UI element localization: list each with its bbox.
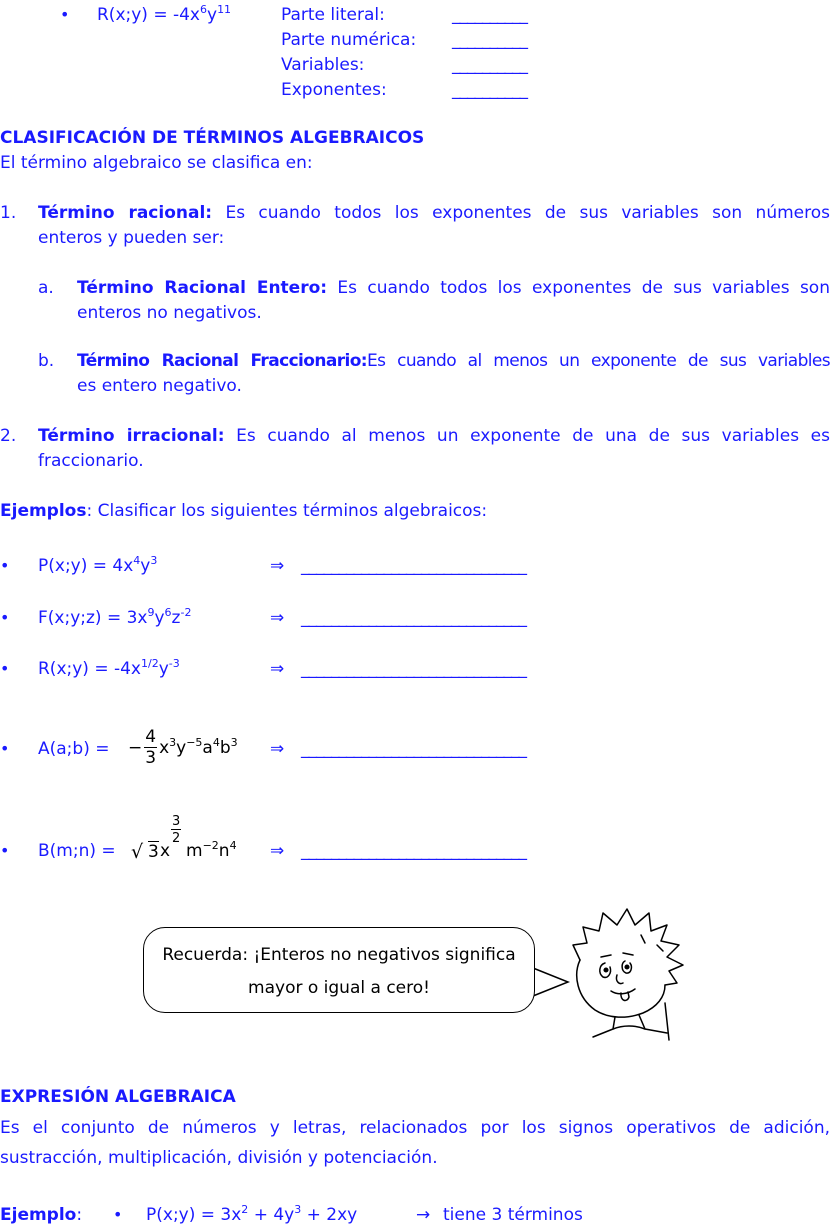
section-heading: CLASIFICACIÓN DE TÉRMINOS ALGEBRAICOS [0, 128, 425, 148]
examples-text: : Clasificar los siguientes términos algebraicos: [86, 501, 488, 521]
definition-line: Es el conjunto de números y letras, relacionados por los signos operativos de adición, [0, 1118, 830, 1138]
speech-bubble [143, 927, 535, 1013]
item-letter: b. [38, 351, 55, 371]
implies-icon: ⇒ [270, 841, 285, 861]
bullet: • [0, 841, 10, 860]
item-title: Término Racional Entero: [77, 278, 328, 298]
item-text: es entero negativo. [77, 376, 242, 396]
expression [97, 3, 232, 25]
example-result: tiene 3 términos [443, 1205, 583, 1225]
bullet: • [60, 5, 70, 24]
item-title: Término Racional Fraccionario: [77, 351, 368, 371]
bullet: • [0, 739, 10, 758]
example-term: P(x;y) = $4x^4y^3$ [38, 554, 158, 576]
item-text: Es cuando todos los exponentes de sus variables son números [212, 203, 830, 223]
examples-intro [0, 503, 487, 520]
example-lhs: B(m;n) = [38, 841, 116, 861]
example-lhs: A(a;b) = [38, 739, 110, 759]
definition-line: sustracción, multiplicación, división y potenciación. [0, 1148, 438, 1168]
row-label: Parte literal: [281, 5, 385, 25]
sqrt-icon: √ [131, 841, 144, 863]
example-term: − $\frac{4}{3}$ $x^3y^{-5}a^4b^3$ [128, 727, 238, 768]
example-label: Ejemplo: [0, 1205, 83, 1225]
boy-cartoon-icon [565, 905, 695, 1045]
exponent: 11 [217, 3, 232, 16]
fraction-exponent: 3 2 [172, 814, 181, 846]
answer-blank: ______________________________ [301, 608, 526, 628]
answer-blank: ______________________________ [301, 556, 526, 576]
variable: y [207, 5, 218, 25]
bullet: • [0, 556, 10, 575]
answer-blank: ______________________________ [301, 659, 526, 679]
bullet: • [0, 659, 10, 678]
item-line [38, 428, 830, 445]
implies-icon: ⇒ [270, 608, 285, 628]
item-text: Es cuando al menos un exponente de una de sus variables es [224, 426, 830, 446]
item-text: enteros no negativos. [77, 303, 262, 323]
item-text: Es cuando todos los exponentes de sus variables son [327, 278, 830, 298]
section-heading: EXPRESIÓN ALGEBRAICA [0, 1087, 236, 1107]
intro-text: El término algebraico se clasifica en: [0, 153, 313, 173]
item-number: 2. [0, 426, 17, 446]
exponent: 6 [200, 3, 207, 16]
examples-title: Ejemplos [0, 501, 87, 521]
note-line: mayor o igual a cero! [248, 978, 430, 998]
bullet: • [0, 608, 10, 627]
answer-blank: ______________________________ [301, 841, 526, 861]
item-title: Término irracional: [38, 426, 225, 446]
item-text: Es cuando al menos un exponente de sus variables [367, 351, 830, 371]
implies-icon: ⇒ [270, 659, 285, 679]
item-line [77, 280, 830, 297]
item-letter: a. [38, 278, 54, 298]
answer-blank: __________ [452, 80, 527, 100]
fraction: $\frac{4}{3}$ [145, 727, 157, 768]
item-text: enteros y pueden ser: [38, 228, 225, 248]
note-line: Recuerda: ¡Enteros no negativos significa [162, 945, 516, 965]
item-line [38, 205, 830, 222]
example-term: R(x;y) = $-4x^{1/2}y^{-3}$ [38, 657, 180, 679]
expression-base: R(x;y) = -4x [97, 5, 200, 25]
answer-blank: __________ [452, 55, 527, 75]
answer-blank: ______________________________ [301, 739, 526, 759]
arrow-icon: → [416, 1205, 431, 1225]
implies-icon: ⇒ [270, 739, 285, 759]
implies-icon: ⇒ [270, 556, 285, 576]
row-label: Parte numérica: [281, 30, 417, 50]
answer-blank: __________ [452, 5, 527, 25]
item-text: fraccionario. [38, 451, 144, 471]
row-label: Exponentes: [281, 80, 387, 100]
bullet: • [113, 1205, 123, 1224]
item-number: 1. [0, 203, 17, 223]
item-line [77, 353, 830, 370]
item-title: Término racional: [38, 203, 213, 223]
answer-blank: __________ [452, 30, 527, 50]
example-term: F(x;y;z) = $3x^9y^6z^{-2}$ [38, 606, 192, 628]
row-label: Variables: [281, 55, 365, 75]
example-expression: P(x;y) = $3x^2 + 4y^3 + 2xy$ [146, 1203, 358, 1225]
